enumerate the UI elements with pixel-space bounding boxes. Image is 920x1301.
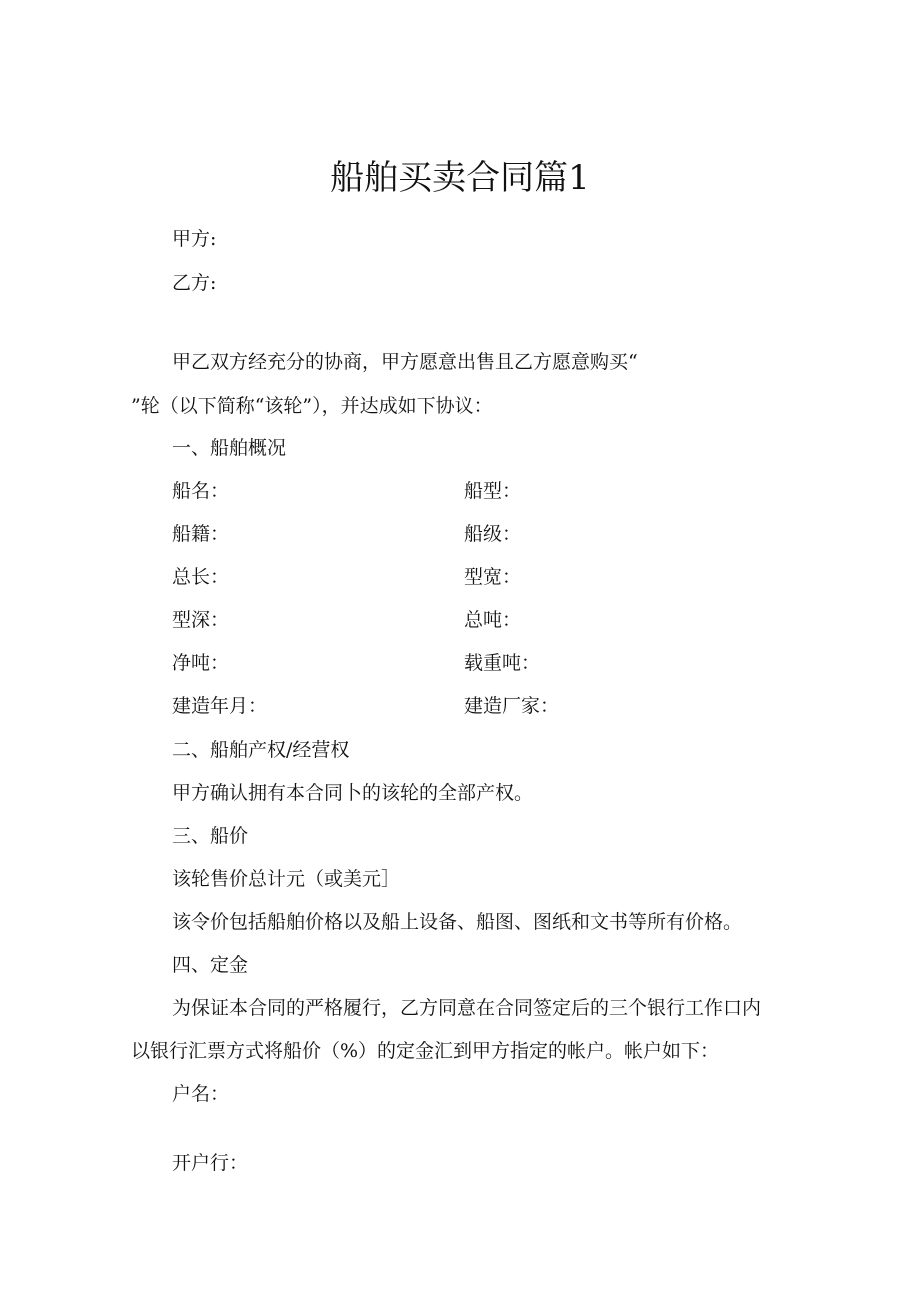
field-deadweight: 载重吨： [464, 652, 541, 674]
party-a-label: 甲方: [172, 228, 217, 250]
section-4-text-line-1: 为保证本合同的严格履行，乙方同意在合同签定后的三个银行工作口内 [172, 997, 762, 1019]
section-4-heading: 四、定金 [172, 954, 249, 976]
section-3-text-2: 该令价包括船舶价格以及船上设备、船图、图纸和文书等所有价格。 [172, 911, 743, 933]
page-title: 船舶买卖合同篇1 [330, 158, 590, 198]
field-build-date: 建造年月： [172, 695, 268, 717]
field-ship-name: 船名： [172, 480, 230, 502]
section-2-heading: 二、船舶产权/经营权 [172, 739, 350, 761]
field-gross-tonnage: 总吨： [464, 609, 522, 631]
section-4-text-line-2: 以银行汇票方式将船价（%）的定金汇到甲方指定的帐户。帐户如下： [131, 1040, 720, 1062]
section-3-heading: 三、船价 [172, 825, 249, 847]
intro-paragraph-line-2: ”轮（以下简称“该轮”），并达成如下协议： [131, 395, 493, 417]
intro-paragraph-line-1: 甲乙双方经充分的协商，甲方愿意出售且乙方愿意购买“ [172, 351, 638, 373]
field-ship-registry: 船籍： [172, 523, 230, 545]
field-builder: 建造厂家： [464, 695, 560, 717]
field-ship-class: 船级： [464, 523, 522, 545]
section-3-text-1: 该轮售价总计元（或美元］ [172, 868, 401, 890]
section-2-text: 甲方确认拥有本合同卜的该轮的全部产权。 [172, 782, 534, 804]
account-name-label: 户名： [172, 1083, 230, 1105]
field-moulded-depth: 型深： [172, 609, 230, 631]
section-1-heading: 一、船舶概况 [172, 437, 287, 459]
party-b-label: 乙方: [172, 272, 217, 294]
bank-label: 开户行： [172, 1152, 249, 1174]
field-moulded-breadth: 型宽： [464, 566, 522, 588]
field-overall-length: 总长： [172, 566, 230, 588]
field-net-tonnage: 净吨： [172, 652, 230, 674]
field-ship-type: 船型： [464, 480, 522, 502]
